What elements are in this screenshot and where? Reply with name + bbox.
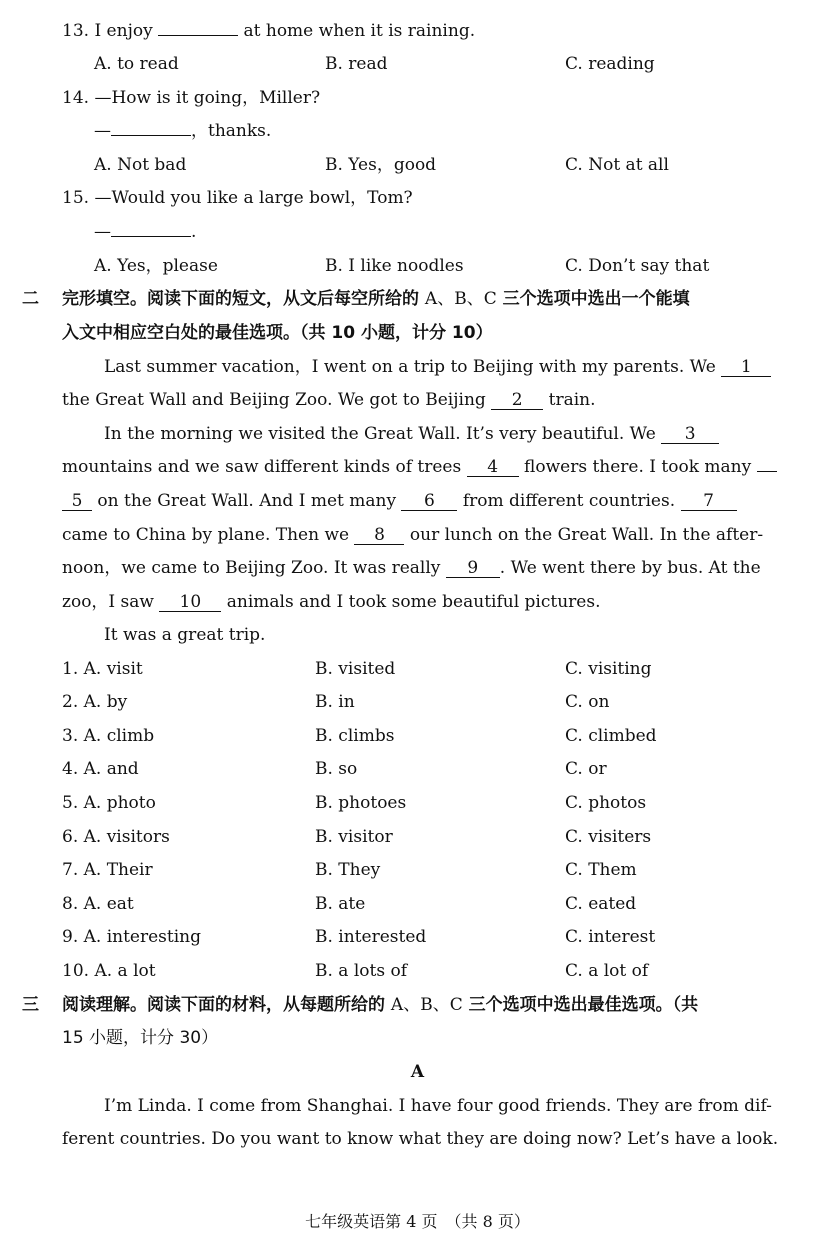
q13-stem: 13. I enjoy at home when it is raining. <box>62 21 476 41</box>
cloze-option-6c: C. visiters <box>565 827 652 847</box>
cloze-option-4a: 4. A. and <box>62 759 139 779</box>
cloze-option-8c: C. eated <box>565 894 637 914</box>
cloze-option-7a: 7. A. Their <box>62 860 153 880</box>
cloze-blank-1: 1 <box>721 358 771 377</box>
section-2-number: 二 <box>22 289 39 309</box>
q14-option-b: B. Yes，good <box>325 155 437 175</box>
cloze-option-7b: B. They <box>315 860 381 880</box>
cloze-blank-7: 7 <box>681 492 737 511</box>
cloze-blank-5: 5 <box>62 492 92 511</box>
cloze-option-1c: C. visiting <box>565 659 652 679</box>
cloze-option-2b: B. in <box>315 692 355 712</box>
passage-p3: It was a great trip. <box>104 625 266 645</box>
cloze-option-1a: 1. A. visit <box>62 659 143 679</box>
cloze-option-9a: 9. A. interesting <box>62 927 201 947</box>
section-3-title-line2: 15 小题，计分 30） <box>62 1028 219 1048</box>
cloze-option-2c: C. on <box>565 692 610 712</box>
passage-p2-line4: came to China by plane. Then we 8 our lunch on the Great Wall. In the after- <box>62 525 764 545</box>
q14-stem: 14. —How is it going，Miller? <box>62 88 321 108</box>
cloze-blank-3: 3 <box>661 425 719 444</box>
q15-blank <box>111 236 191 237</box>
section-2-title-line2: 入文中相应空白处的最佳选项。（共 10 小题，计分 10） <box>62 323 493 343</box>
cloze-option-5b: B. photoes <box>315 793 407 813</box>
passage-p2-line3: 5 on the Great Wall. And I met many 6 from different countries. 7 <box>62 490 737 512</box>
cloze-option-5c: C. photos <box>565 793 647 813</box>
reading-a-line2: ferent countries. Do you want to know what they are doing now? Let’s have a look. <box>62 1129 779 1149</box>
cloze-option-3b: B. climbs <box>315 726 395 746</box>
cloze-blank-4: 4 <box>467 458 519 477</box>
cloze-blank-9: 9 <box>446 559 500 578</box>
cloze-option-3c: C. climbed <box>565 726 657 746</box>
cloze-option-10a: 10. A. a lot <box>62 961 156 981</box>
q15-option-b: B. I like noodles <box>325 256 464 276</box>
cloze-option-9b: B. interested <box>315 927 427 947</box>
page-footer: 七年级英语第 4 页 （共 8 页） <box>305 1212 530 1231</box>
q13-option-a: A. to read <box>94 54 179 74</box>
q14-option-a: A. Not bad <box>94 155 187 175</box>
q13-blank <box>158 35 238 36</box>
q13-option-b: B. read <box>325 54 388 74</box>
cloze-blank-6: 6 <box>401 492 457 511</box>
cloze-option-4b: B. so <box>315 759 358 779</box>
cloze-option-6a: 6. A. visitors <box>62 827 170 847</box>
cloze-option-6b: B. visitor <box>315 827 393 847</box>
passage-p2-line6: zoo，I saw 10 animals and I took some beautiful pictures. <box>62 592 601 612</box>
reading-a-line1: I’m Linda. I come from Shanghai. I have four good friends. They are from dif- <box>104 1096 772 1116</box>
cloze-blank-5-start <box>757 471 777 472</box>
q14-blank <box>111 135 191 136</box>
q15-option-a: A. Yes，please <box>94 256 218 276</box>
passage-p1-line1: Last summer vacation，I went on a trip to Beijing with my parents. We 1 <box>104 356 771 378</box>
cloze-option-3a: 3. A. climb <box>62 726 155 746</box>
cloze-option-7c: C. Them <box>565 860 637 880</box>
passage-p2-line5: noon，we came to Beijing Zoo. It was really 9 . We went there by bus. At the <box>62 558 761 578</box>
passage-a-label: A <box>410 1062 425 1082</box>
passage-p2-line2: mountains and we saw different kinds of trees 4 flowers there. I took many <box>62 456 777 478</box>
cloze-option-2a: 2. A. by <box>62 692 128 712</box>
cloze-blank-10: 10 <box>159 593 221 612</box>
section-3-number: 三 <box>22 995 39 1015</box>
cloze-option-8b: B. ate <box>315 894 366 914</box>
cloze-blank-2: 2 <box>491 391 543 410</box>
passage-p2-line1: In the morning we visited the Great Wall. It’s very beautiful. We 3 <box>104 423 719 445</box>
q14-response: — ，thanks. <box>94 121 272 141</box>
cloze-option-10c: C. a lot of <box>565 961 649 981</box>
q13-option-c: C. reading <box>565 54 655 74</box>
cloze-option-10b: B. a lots of <box>315 961 407 981</box>
q15-option-c: C. Don’t say that <box>565 256 710 276</box>
section-3-title-line1: 阅读理解。阅读下面的材料，从每题所给的 A、B、C 三个选项中选出最佳选项。（共 <box>62 995 699 1015</box>
cloze-option-5a: 5. A. photo <box>62 793 156 813</box>
cloze-option-1b: B. visited <box>315 659 396 679</box>
q15-response: — . <box>94 222 197 242</box>
cloze-option-4c: C. or <box>565 759 607 779</box>
q14-option-c: C. Not at all <box>565 155 669 175</box>
passage-p1-line2: the Great Wall and Beijing Zoo. We got to Beijing 2 train. <box>62 390 596 410</box>
cloze-option-9c: C. interest <box>565 927 656 947</box>
section-2-title-line1: 完形填空。阅读下面的短文，从文后每空所给的 A、B、C 三个选项中选出一个能填 <box>62 289 690 309</box>
cloze-option-8a: 8. A. eat <box>62 894 134 914</box>
q15-stem: 15. —Would you like a large bowl，Tom? <box>62 188 413 208</box>
cloze-blank-8: 8 <box>354 526 404 545</box>
